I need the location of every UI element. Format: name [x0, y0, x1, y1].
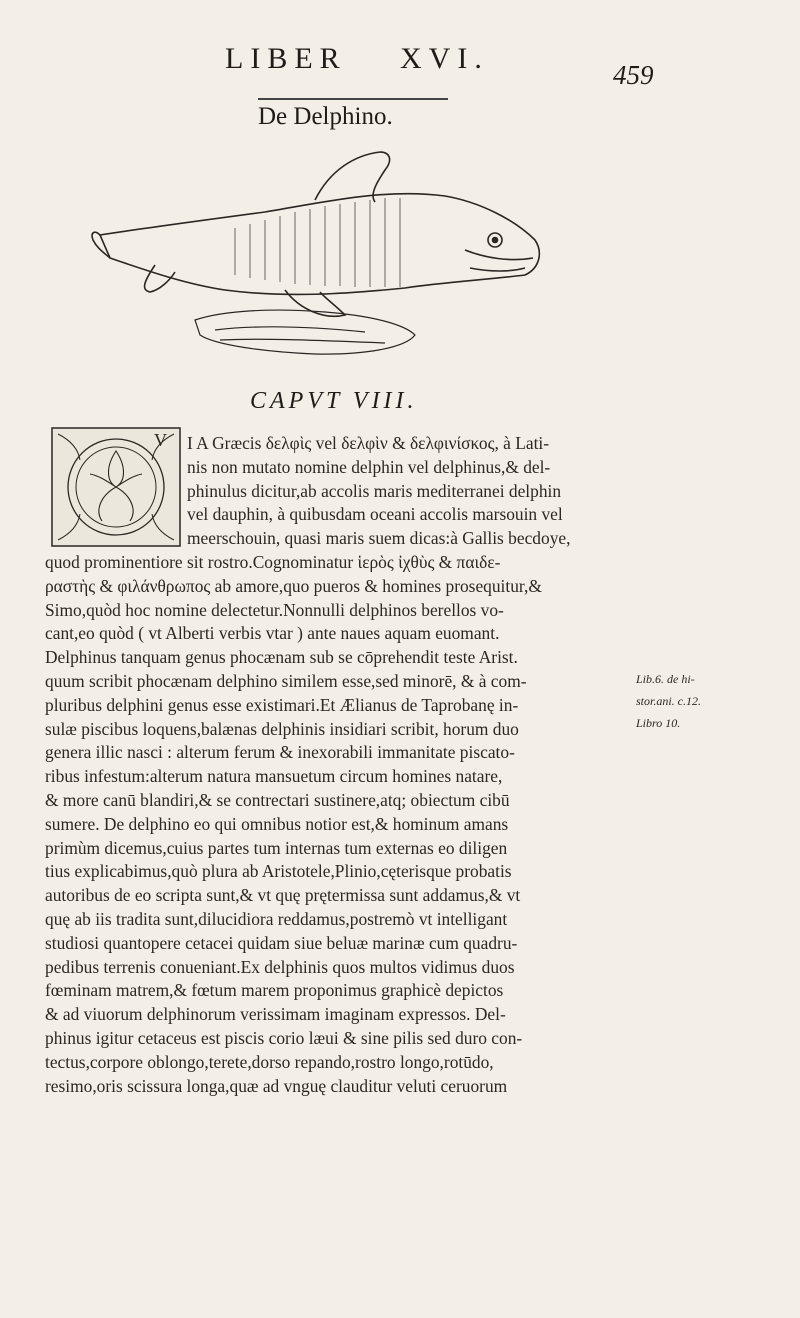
- text-line: quod prominentiore sit rostro.Cognominatur ἱερὸς ἰχθὺς & παιδε-: [45, 551, 501, 572]
- text-line: pluribus delphini genus esse existimari.Et Ælianus de Taprobanę in-: [45, 694, 519, 715]
- text-line: & ad viuorum delphinorum verissimam imaginam expressos. Del-: [45, 1004, 506, 1025]
- running-head-number: XVI.: [400, 42, 489, 75]
- text-line: quum scribit phocænam delphino similem esse,sed minorē, & à com-: [45, 670, 527, 691]
- margin-note: Libro 10.: [636, 716, 681, 730]
- text-line: cant,eo quòd ( vt Alberti verbis vtar ) ante naues aquam euomant.: [45, 623, 500, 644]
- text-line: genera illic nasci : alterum ferum & inexorabili immanitate piscato-: [45, 742, 515, 763]
- text-line: Simo,quòd hoc nomine delectetur.Nonnulli delphinos berellos vo-: [45, 599, 504, 620]
- margin-note: stor.ani. c.12.: [636, 694, 702, 708]
- margin-notes: [636, 668, 701, 734]
- text-line: ραστὴς & φιλάνθρωπος ab amore,quo pueros & homines prosequitur,&: [45, 575, 542, 596]
- text-line: nis non mutato nomine delphin vel delphinus,& del-: [187, 456, 551, 477]
- text-line: I A Græcis δελφὶς vel δελφὶν & δελφινίσκος, à Lati-: [187, 433, 550, 453]
- text-line: primùm dicemus,cuius partes tum internas tum externas eo diligen: [45, 837, 508, 858]
- text-line: & more canū blandiri,& se contrectari sustinere,atq; obiectum cibū: [45, 789, 510, 810]
- page-number: 459: [613, 60, 654, 90]
- section-title: De Delphino.: [258, 103, 393, 130]
- text-line: phinus igitur cetaceus est piscis corio læui & sine pilis sed duro con-: [45, 1027, 523, 1048]
- title-rule: [258, 98, 448, 100]
- margin-note: Lib.6. de hi-: [636, 672, 695, 686]
- text-line: sumere. De delphino eo qui omnibus notior est,& hominum amans: [45, 813, 509, 834]
- text-line: studiosi quantopere cetacei quidam siue beluæ marinæ cum quadru-: [45, 932, 518, 953]
- body-text: [45, 432, 629, 1098]
- text-line: quę ab iis tradita sunt,dilucidiora reddamus,postremò vt intelligant: [45, 908, 508, 929]
- text-line: resimo,oris scissura longa,quæ ad vnguę clauditur veluti ceruorum: [45, 1075, 508, 1096]
- dolphin-woodcut: [85, 140, 555, 375]
- text-line: Delphinus tanquam genus phocænam sub se cōprehendit teste Arist.: [45, 647, 518, 668]
- initial-letter: V: [154, 430, 167, 450]
- text-line: sulæ piscibus loquens,balænas delphinis insidiari scribit, horum duo: [45, 718, 519, 739]
- text-line: tectus,corpore oblongo,terete,dorso repando,rostro longo,rotūdo,: [45, 1051, 494, 1072]
- text-line: ribus infestum:alterum natura mansuetum circum homines natare,: [45, 766, 503, 787]
- text-line: phinulus dicitur,ab accolis maris mediterranei delphin: [187, 480, 562, 501]
- chapter-heading: CAPVT VIII.: [250, 388, 418, 414]
- text-line: vel dauphin, à quibusdam oceani accolis marsouin vel: [187, 504, 563, 525]
- text-line: fœminam matrem,& fœtum marem proponimus graphicè depictos: [45, 980, 504, 1001]
- text-line: pedibus terrenis conueniant.Ex delphinis quos multos vidimus duos: [45, 956, 515, 977]
- text-line: meerschouin, quasi maris suem dicas:à Gallis becdoye,: [187, 528, 571, 549]
- text-line: tius explicabimus,quò plura ab Aristotele,Plinio,cęterisque probatis: [45, 861, 512, 882]
- text-line: autoribus de eo scripta sunt,& vt quę prętermissa sunt addamus,& vt: [45, 885, 521, 906]
- running-head-book: LIBER: [225, 42, 347, 75]
